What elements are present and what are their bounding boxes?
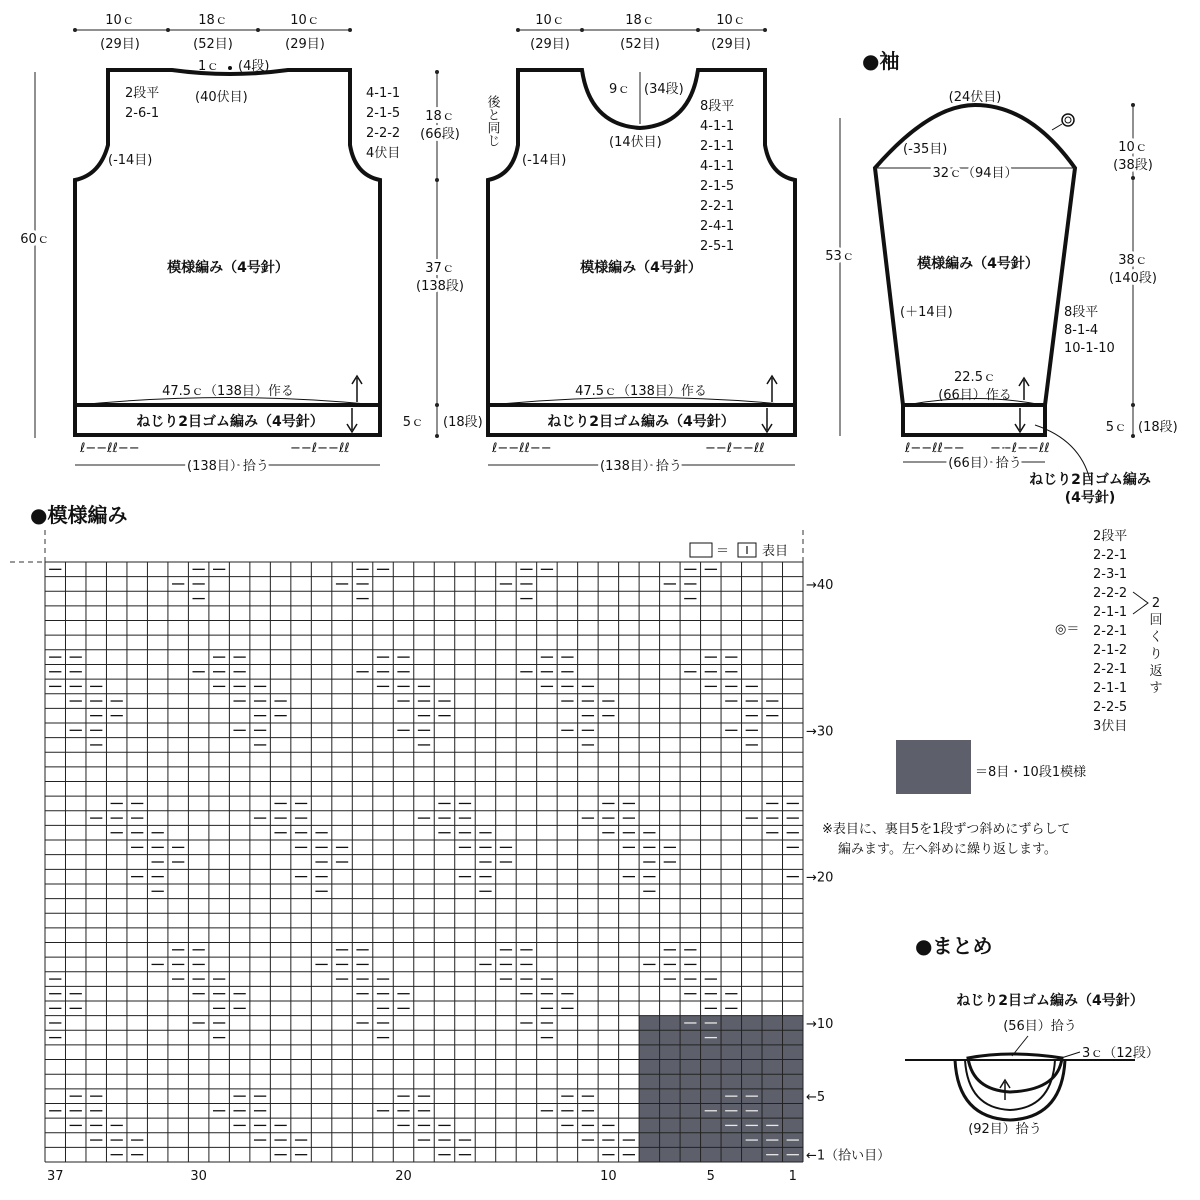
chart-col-label: 30 — [190, 1169, 207, 1184]
back-rib-rows: (18段) — [443, 415, 483, 430]
chart-col-label: 1 — [788, 1169, 797, 1184]
back-shoulder-2: 2-1-5 — [366, 106, 401, 121]
pattern-note-2: 編みます。左へ斜めに繰り返します。 — [838, 842, 1057, 857]
chart-col-labels — [47, 1169, 797, 1184]
back-neck-drop: 1ｃ — [198, 59, 220, 74]
front-stitch-1: (29目) — [530, 37, 570, 52]
front-neck-dec-4: 4-1-1 — [700, 159, 735, 174]
back-width-1: 10ｃ — [105, 13, 135, 28]
sleeve-length-rows: (140段) — [1109, 271, 1157, 286]
chart-col-label: 37 — [46, 1169, 64, 1184]
cap-step-10: 2-2-5 — [1093, 700, 1128, 715]
back-rib-height: 5ｃ — [402, 415, 424, 430]
repeat-char-1: 2 — [1151, 596, 1161, 611]
repeat-char-3: く — [1149, 630, 1163, 645]
sleeve-total-length: 53ｃ — [825, 249, 855, 264]
cap-mark-label: ◎＝ — [1055, 622, 1080, 637]
finishing-pickup-bottom: (92目）拾う — [968, 1122, 1042, 1137]
finishing-rib-label: ねじり2目ゴム編み（4号針） — [956, 993, 1144, 1009]
sleeve-pickup: (66目）拾う — [948, 456, 1022, 471]
sleeve-inc: (＋14目) — [900, 305, 953, 320]
back-shoulder-1: 4-1-1 — [366, 86, 401, 101]
repeat-legend-label: ＝8目・10段1模様 — [975, 765, 1087, 780]
sleeve-cap-dec: (-35目) — [903, 142, 948, 157]
repeat-char-4: り — [1149, 647, 1163, 662]
sleeve-body-label: 模様編み（4号針） — [917, 256, 1039, 272]
chart-row-label: ←1（拾い目） — [806, 1148, 891, 1164]
sleeve-cap-rows: (38段) — [1113, 158, 1153, 173]
back-stitch-1: (29目) — [100, 37, 140, 52]
front-neck-dec-6: 2-2-1 — [700, 199, 735, 214]
cap-step-11: 3伏目 — [1093, 719, 1128, 734]
front-stitch-3: (29目) — [711, 37, 751, 52]
repeat-char-5: 返 — [1149, 664, 1163, 679]
sleeve-rib-rows: (18段) — [1138, 420, 1178, 435]
legend-section — [822, 529, 1163, 857]
front-pickup: (138目）拾う — [600, 459, 682, 474]
back-pickup: (138目）拾う — [187, 459, 269, 474]
back-neck-rows: (4段) — [238, 59, 270, 74]
front-pickup-marks-right: −−ℓ−−ℓℓ — [705, 441, 765, 456]
back-width-3: 10ｃ — [290, 13, 320, 28]
sleeve-piece — [825, 49, 1177, 506]
chart-row-label: →20 — [806, 870, 834, 886]
sleeve-title: ●袖 — [862, 49, 900, 73]
chart-row-labels — [806, 578, 890, 1164]
back-total-height: 60ｃ — [20, 232, 50, 247]
sleeve-rib-label-2: (4号針) — [1064, 490, 1116, 506]
back-neck-bindoff: (40伏目) — [195, 90, 248, 105]
chart-row-label: ←5 — [806, 1090, 826, 1106]
back-stitch-2: (52目) — [193, 37, 233, 52]
back-shoulder-4: 4伏目 — [366, 146, 401, 161]
repeat-char-2: 回 — [1149, 613, 1163, 628]
front-neck-bindoff: (14伏目) — [609, 135, 662, 150]
back-neck-dec-2: 2-6-1 — [125, 106, 160, 121]
front-armhole-dec: (-14目) — [522, 153, 567, 168]
cap-step-7: 2-1-2 — [1093, 643, 1128, 658]
front-stitch-2: (52目) — [620, 37, 660, 52]
sleeve-rib-label-1: ねじり2目ゴム編み — [1029, 472, 1151, 488]
sleeve-inc-3: 10-1-10 — [1064, 341, 1115, 356]
back-armhole-height: 18ｃ — [425, 109, 455, 124]
back-pickup-marks-right: −−ℓ−−ℓℓ — [290, 441, 350, 456]
back-armhole-dec: (-14目) — [108, 153, 153, 168]
chart-symbol-label: 表目 — [762, 544, 789, 559]
sleeve-cast-on: (66目）作る — [938, 388, 1012, 403]
front-width-3: 10ｃ — [716, 13, 746, 28]
back-pickup-marks-left: ℓ−−ℓℓ−− — [80, 441, 140, 456]
sleeve-inc-1: 8段平 — [1064, 305, 1099, 320]
back-body-label: 模様編み（4号針） — [167, 260, 289, 276]
finishing-rib-height: 3ｃ（12段） — [1082, 1046, 1159, 1061]
front-neck-dec-5: 2-1-5 — [700, 179, 735, 194]
front-neck-dec-1: 8段平 — [700, 99, 735, 114]
cap-step-2: 2-2-1 — [1093, 548, 1128, 563]
repeat-legend-swatch — [896, 740, 971, 794]
finishing-title: ●まとめ — [915, 934, 993, 958]
chart-row-label: →10 — [806, 1016, 834, 1032]
pattern-note-1: ※表目に、裏目5を1段ずつ斜めにずらして — [822, 822, 1071, 837]
svg-text:＝: ＝ — [716, 544, 730, 559]
sleeve-cap-bindoff: (24伏目) — [948, 90, 1002, 105]
front-body-label: 模様編み（4号針） — [580, 260, 702, 276]
sleeve-pickup-marks-left: ℓ−−ℓℓ−− — [905, 441, 965, 456]
front-neck-dec-8: 2-5-1 — [700, 239, 735, 254]
front-cast-on: 47.5ｃ（138目）作る — [575, 384, 707, 399]
repeat-char-6: す — [1149, 681, 1163, 696]
front-pickup-marks-left: ℓ−−ℓℓ−− — [492, 441, 552, 456]
sleeve-inc-2: 8-1-4 — [1064, 323, 1099, 338]
chart-col-label: 10 — [600, 1169, 617, 1184]
front-width-1: 10ｃ — [535, 13, 565, 28]
cap-step-1: 2段平 — [1093, 529, 1128, 544]
cap-step-9: 2-1-1 — [1093, 681, 1128, 696]
chart-row-label: →40 — [806, 577, 834, 593]
sleeve-length: 38ｃ — [1118, 253, 1148, 268]
cap-step-3: 2-3-1 — [1093, 567, 1128, 582]
back-neck-dec-1: 2段平 — [125, 86, 160, 101]
pattern-title: ●模様編み — [30, 503, 128, 527]
sleeve-cast-on-width: 22.5ｃ — [954, 370, 996, 385]
cap-step-4: 2-2-2 — [1093, 586, 1128, 601]
cap-step-5: 2-1-1 — [1093, 605, 1128, 620]
front-width-2: 18ｃ — [625, 13, 655, 28]
front-neck-dec-3: 2-1-1 — [700, 139, 735, 154]
back-body-rows: (138段) — [416, 279, 464, 294]
chart-row-label: →30 — [806, 724, 834, 740]
back-rib-label: ねじり2目ゴム編み（4号針） — [136, 414, 324, 430]
chart-col-label: 5 — [706, 1169, 715, 1184]
front-neck-rows: (34段) — [644, 82, 684, 97]
back-cast-on: 47.5ｃ（138目）作る — [162, 384, 294, 399]
finishing-section — [905, 934, 1159, 1137]
cap-step-8: 2-2-1 — [1093, 662, 1128, 677]
front-rib-label: ねじり2目ゴム編み（4号針） — [547, 414, 735, 430]
back-shoulder-3: 2-2-2 — [366, 126, 401, 141]
sleeve-width: 32ｃ（94目） — [932, 166, 1018, 181]
chart-col-label: 20 — [395, 1169, 412, 1184]
back-piece — [20, 13, 482, 474]
front-neck-dec-7: 2-4-1 — [700, 219, 735, 234]
cap-step-6: 2-2-1 — [1093, 624, 1128, 639]
sleeve-rib-height: 5ｃ — [1105, 420, 1127, 435]
back-width-2: 18ｃ — [198, 13, 228, 28]
sleeve-pickup-marks-right: −−ℓ−−ℓℓ — [990, 441, 1050, 456]
back-stitch-3: (29目) — [285, 37, 325, 52]
back-armhole-rows: (66段) — [420, 127, 460, 142]
front-neck-depth: 9ｃ — [609, 82, 631, 97]
front-piece — [485, 13, 796, 474]
sleeve-cap-height: 10ｃ — [1118, 140, 1148, 155]
finishing-pickup-top: (56目）拾う — [1003, 1019, 1077, 1034]
front-neck-dec-2: 4-1-1 — [700, 119, 735, 134]
back-body-height: 37ｃ — [425, 261, 455, 276]
pattern-section — [10, 503, 890, 1184]
front-same-as-back: 後と同じ — [484, 95, 500, 147]
